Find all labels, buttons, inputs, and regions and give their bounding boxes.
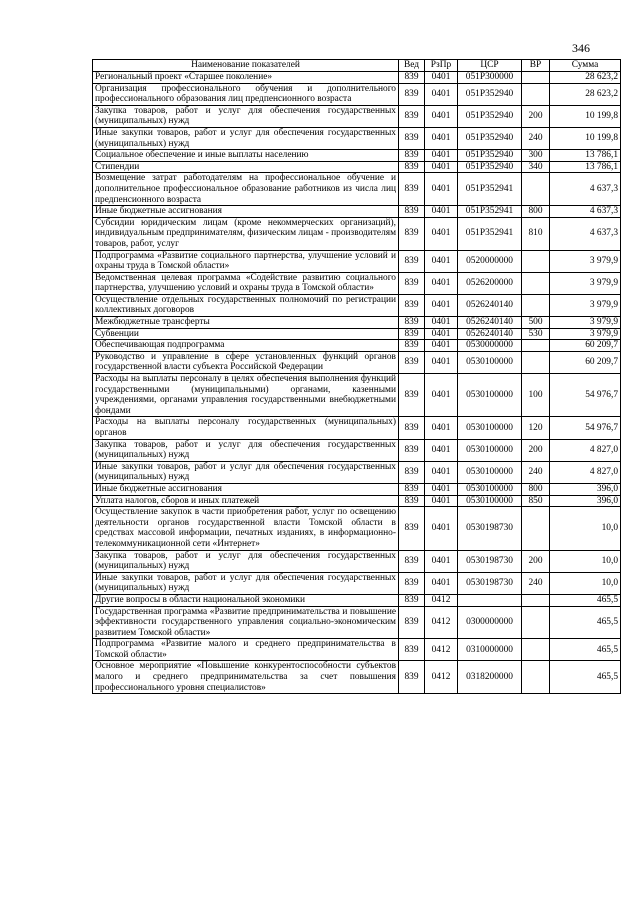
row-name: Организация профессионального обучения и дополнительного профессионального образования лиц предпенсионного возраста bbox=[93, 83, 399, 105]
row-name: Субвенции bbox=[93, 328, 399, 340]
row-sum: 10 199,8 bbox=[550, 127, 621, 149]
row-rzpr: 0412 bbox=[425, 594, 458, 606]
row-rzpr: 0401 bbox=[425, 495, 458, 507]
row-csr: 051P352940 bbox=[458, 83, 522, 105]
row-csr: 0530100000 bbox=[458, 374, 522, 417]
row-csr: 0526240140 bbox=[458, 328, 522, 340]
row-ved: 839 bbox=[399, 328, 425, 340]
row-ved: 839 bbox=[399, 340, 425, 352]
header-vr: ВР bbox=[522, 60, 550, 72]
row-vr: 240 bbox=[522, 127, 550, 149]
row-csr: 051P300000 bbox=[458, 72, 522, 84]
table-row bbox=[93, 550, 621, 572]
row-rzpr: 0401 bbox=[425, 461, 458, 483]
row-csr: 0526240140 bbox=[458, 294, 522, 316]
row-ved: 839 bbox=[399, 439, 425, 461]
row-csr: 0530100000 bbox=[458, 351, 522, 373]
row-vr: 340 bbox=[522, 161, 550, 173]
row-sum: 465,5 bbox=[550, 639, 621, 661]
row-csr: 0530198730 bbox=[458, 572, 522, 594]
row-csr: 051P352940 bbox=[458, 161, 522, 173]
row-csr: 051P352941 bbox=[458, 206, 522, 218]
row-name: Иные закупки товаров, работ и услуг для обеспечения государственных (муниципальных) нужд bbox=[93, 572, 399, 594]
row-name: Ведомственная целевая программа «Содействие развитию социального партнерства, улучшению условий и охраны труда в Томской области» bbox=[93, 272, 399, 294]
row-rzpr: 0401 bbox=[425, 272, 458, 294]
row-ved: 839 bbox=[399, 105, 425, 127]
row-rzpr: 0401 bbox=[425, 150, 458, 162]
row-sum: 54 976,7 bbox=[550, 374, 621, 417]
row-sum: 10,0 bbox=[550, 507, 621, 550]
row-name: Иные закупки товаров, работ и услуг для обеспечения государственных (муниципальных) нужд bbox=[93, 127, 399, 149]
row-csr: 0310000000 bbox=[458, 639, 522, 661]
row-vr: 800 bbox=[522, 483, 550, 495]
row-csr: 0530100000 bbox=[458, 439, 522, 461]
row-rzpr: 0401 bbox=[425, 483, 458, 495]
row-csr: 051P352940 bbox=[458, 150, 522, 162]
row-name: Закупка товаров, работ и услуг для обеспечения государственных (муниципальных) нужд bbox=[93, 105, 399, 127]
row-vr bbox=[522, 250, 550, 272]
row-rzpr: 0401 bbox=[425, 328, 458, 340]
row-sum: 396,0 bbox=[550, 483, 621, 495]
row-sum: 396,0 bbox=[550, 495, 621, 507]
row-vr bbox=[522, 294, 550, 316]
row-sum: 3 979,9 bbox=[550, 294, 621, 316]
row-ved: 839 bbox=[399, 217, 425, 250]
row-sum: 4 827,0 bbox=[550, 439, 621, 461]
row-sum: 28 623,2 bbox=[550, 72, 621, 84]
row-name: Руководство и управление в сфере установленных функций органов государственной власти субъекта Российской Федерации bbox=[93, 351, 399, 373]
row-sum: 3 979,9 bbox=[550, 328, 621, 340]
row-ved: 839 bbox=[399, 507, 425, 550]
row-sum: 10,0 bbox=[550, 550, 621, 572]
row-vr bbox=[522, 507, 550, 550]
table-row bbox=[93, 639, 621, 661]
row-rzpr: 0401 bbox=[425, 105, 458, 127]
row-rzpr: 0401 bbox=[425, 417, 458, 439]
row-ved: 839 bbox=[399, 606, 425, 639]
row-rzpr: 0401 bbox=[425, 250, 458, 272]
row-name: Возмещение затрат работодателям на профессиональное обучение и дополнительное профессиональное образование работников из числа лиц предпенсионного возраста bbox=[93, 173, 399, 206]
row-ved: 839 bbox=[399, 550, 425, 572]
row-csr: 051P352941 bbox=[458, 217, 522, 250]
row-rzpr: 0401 bbox=[425, 351, 458, 373]
row-csr: 051P352940 bbox=[458, 127, 522, 149]
row-ved: 839 bbox=[399, 317, 425, 329]
row-csr: 0300000000 bbox=[458, 606, 522, 639]
row-sum: 465,5 bbox=[550, 661, 621, 694]
row-name: Региональный проект «Старшее поколение» bbox=[93, 72, 399, 84]
table-row bbox=[93, 317, 621, 329]
row-ved: 839 bbox=[399, 417, 425, 439]
row-csr: 0530100000 bbox=[458, 495, 522, 507]
table-row bbox=[93, 250, 621, 272]
row-ved: 839 bbox=[399, 639, 425, 661]
row-ved: 839 bbox=[399, 294, 425, 316]
row-vr: 200 bbox=[522, 439, 550, 461]
table-row bbox=[93, 507, 621, 550]
row-name: Закупка товаров, работ и услуг для обеспечения государственных (муниципальных) нужд bbox=[93, 439, 399, 461]
row-name: Межбюджетные трансферты bbox=[93, 317, 399, 329]
row-csr: 051P352940 bbox=[458, 105, 522, 127]
row-name: Расходы на выплаты персоналу государственных (муниципальных) органов bbox=[93, 417, 399, 439]
row-rzpr: 0401 bbox=[425, 439, 458, 461]
row-rzpr: 0412 bbox=[425, 639, 458, 661]
row-csr: 0526240140 bbox=[458, 317, 522, 329]
row-sum: 3 979,9 bbox=[550, 250, 621, 272]
row-csr: 0526200000 bbox=[458, 272, 522, 294]
row-ved: 839 bbox=[399, 661, 425, 694]
row-ved: 839 bbox=[399, 495, 425, 507]
row-vr bbox=[522, 340, 550, 352]
table-row bbox=[93, 572, 621, 594]
row-vr bbox=[522, 351, 550, 373]
table-row bbox=[93, 173, 621, 206]
page-number: 346 bbox=[572, 41, 590, 55]
row-rzpr: 0401 bbox=[425, 317, 458, 329]
row-vr: 500 bbox=[522, 317, 550, 329]
row-name: Осуществление отдельных государственных полномочий по регистрации коллективных договоров bbox=[93, 294, 399, 316]
row-name: Стипендии bbox=[93, 161, 399, 173]
row-rzpr: 0401 bbox=[425, 83, 458, 105]
row-sum: 13 786,1 bbox=[550, 161, 621, 173]
row-name: Расходы на выплаты персоналу в целях обеспечения выполнения функций государственными (муниципальными) органами, казенными учреждениями, органами управления государственными внебюджетными фондами bbox=[93, 374, 399, 417]
row-rzpr: 0401 bbox=[425, 572, 458, 594]
table-header-row bbox=[93, 60, 621, 72]
table-row bbox=[93, 461, 621, 483]
row-name: Социальное обеспечение и иные выплаты населению bbox=[93, 150, 399, 162]
table-row bbox=[93, 161, 621, 173]
row-rzpr: 0401 bbox=[425, 340, 458, 352]
table-row bbox=[93, 606, 621, 639]
row-ved: 839 bbox=[399, 483, 425, 495]
row-vr: 800 bbox=[522, 206, 550, 218]
row-vr bbox=[522, 639, 550, 661]
row-vr: 530 bbox=[522, 328, 550, 340]
row-vr: 200 bbox=[522, 105, 550, 127]
row-name: Подпрограмма «Развитие малого и среднего предпринимательства в Томской области» bbox=[93, 639, 399, 661]
row-sum: 60 209,7 bbox=[550, 351, 621, 373]
budget-table bbox=[92, 59, 621, 694]
row-sum: 28 623,2 bbox=[550, 83, 621, 105]
row-ved: 839 bbox=[399, 572, 425, 594]
row-ved: 839 bbox=[399, 374, 425, 417]
row-ved: 839 bbox=[399, 351, 425, 373]
row-sum: 4 637,3 bbox=[550, 173, 621, 206]
row-rzpr: 0401 bbox=[425, 374, 458, 417]
row-rzpr: 0412 bbox=[425, 606, 458, 639]
row-rzpr: 0401 bbox=[425, 294, 458, 316]
table-row bbox=[93, 417, 621, 439]
table-row bbox=[93, 294, 621, 316]
row-name: Основное мероприятие «Повышение конкурентоспособности субъектов малого и среднего предпринимательства за счет повышения профессионального уровня специалистов» bbox=[93, 661, 399, 694]
row-name: Субсидии юридическим лицам (кроме некоммерческих организаций), индивидуальным предпринимателям, физическим лицам - производителям товаров, работ, услуг bbox=[93, 217, 399, 250]
row-sum: 3 979,9 bbox=[550, 317, 621, 329]
row-name: Подпрограмма «Развитие социального партнерства, улучшение условий и охраны труда в Томской области» bbox=[93, 250, 399, 272]
row-ved: 839 bbox=[399, 83, 425, 105]
row-name: Другие вопросы в области национальной экономики bbox=[93, 594, 399, 606]
table-row bbox=[93, 72, 621, 84]
row-ved: 839 bbox=[399, 206, 425, 218]
table-row bbox=[93, 495, 621, 507]
row-rzpr: 0401 bbox=[425, 161, 458, 173]
row-vr: 100 bbox=[522, 374, 550, 417]
header-name: Наименование показателей bbox=[93, 60, 399, 72]
table-row bbox=[93, 83, 621, 105]
row-name: Уплата налогов, сборов и иных платежей bbox=[93, 495, 399, 507]
row-vr bbox=[522, 173, 550, 206]
row-sum: 10 199,8 bbox=[550, 105, 621, 127]
row-name: Иные бюджетные ассигнования bbox=[93, 483, 399, 495]
row-csr: 0530198730 bbox=[458, 550, 522, 572]
row-rzpr: 0401 bbox=[425, 217, 458, 250]
table-row bbox=[93, 594, 621, 606]
row-vr: 200 bbox=[522, 550, 550, 572]
table-row bbox=[93, 340, 621, 352]
row-ved: 839 bbox=[399, 127, 425, 149]
row-sum: 3 979,9 bbox=[550, 272, 621, 294]
table-row bbox=[93, 374, 621, 417]
row-sum: 4 827,0 bbox=[550, 461, 621, 483]
table-row bbox=[93, 206, 621, 218]
table-row bbox=[93, 217, 621, 250]
row-ved: 839 bbox=[399, 594, 425, 606]
row-ved: 839 bbox=[399, 250, 425, 272]
row-vr bbox=[522, 594, 550, 606]
row-csr: 051P352941 bbox=[458, 173, 522, 206]
row-ved: 839 bbox=[399, 461, 425, 483]
row-csr: 0530100000 bbox=[458, 417, 522, 439]
row-csr: 0318200000 bbox=[458, 661, 522, 694]
header-sum: Сумма bbox=[550, 60, 621, 72]
row-ved: 839 bbox=[399, 72, 425, 84]
row-name: Обеспечивающая подпрограмма bbox=[93, 340, 399, 352]
row-name: Иные закупки товаров, работ и услуг для обеспечения государственных (муниципальных) нужд bbox=[93, 461, 399, 483]
table-row bbox=[93, 483, 621, 495]
row-csr: 0530000000 bbox=[458, 340, 522, 352]
row-ved: 839 bbox=[399, 272, 425, 294]
row-rzpr: 0401 bbox=[425, 550, 458, 572]
row-csr bbox=[458, 594, 522, 606]
header-rzpr: РзПр bbox=[425, 60, 458, 72]
row-vr bbox=[522, 72, 550, 84]
table-row bbox=[93, 439, 621, 461]
row-name: Закупка товаров, работ и услуг для обеспечения государственных (муниципальных) нужд bbox=[93, 550, 399, 572]
row-sum: 54 976,7 bbox=[550, 417, 621, 439]
table-row bbox=[93, 150, 621, 162]
row-name: Осуществление закупок в части приобретения работ, услуг по освещению деятельности органов государственной власти Томской области в средствах массовой информации, печатных изданиях, в информационно-телекоммуникационной сети «Интернет» bbox=[93, 507, 399, 550]
table-row bbox=[93, 351, 621, 373]
row-vr: 120 bbox=[522, 417, 550, 439]
row-name: Иные бюджетные ассигнования bbox=[93, 206, 399, 218]
row-csr: 0530100000 bbox=[458, 483, 522, 495]
row-csr: 0530198730 bbox=[458, 507, 522, 550]
row-vr bbox=[522, 83, 550, 105]
table-row bbox=[93, 328, 621, 340]
row-vr bbox=[522, 272, 550, 294]
row-vr: 810 bbox=[522, 217, 550, 250]
table-row bbox=[93, 272, 621, 294]
row-vr: 850 bbox=[522, 495, 550, 507]
row-rzpr: 0412 bbox=[425, 661, 458, 694]
row-csr: 0520000000 bbox=[458, 250, 522, 272]
table-row bbox=[93, 127, 621, 149]
row-vr bbox=[522, 661, 550, 694]
row-name: Государственная программа «Развитие предпринимательства и повышение эффективности государственного управления социально-экономическим развитием Томской области» bbox=[93, 606, 399, 639]
row-sum: 465,5 bbox=[550, 606, 621, 639]
header-csr: ЦСР bbox=[458, 60, 522, 72]
table-body bbox=[93, 72, 621, 694]
row-csr: 0530100000 bbox=[458, 461, 522, 483]
header-ved: Вед bbox=[399, 60, 425, 72]
row-vr: 240 bbox=[522, 572, 550, 594]
row-vr: 240 bbox=[522, 461, 550, 483]
row-rzpr: 0401 bbox=[425, 173, 458, 206]
row-vr bbox=[522, 606, 550, 639]
row-sum: 10,0 bbox=[550, 572, 621, 594]
row-rzpr: 0401 bbox=[425, 206, 458, 218]
row-sum: 465,5 bbox=[550, 594, 621, 606]
row-rzpr: 0401 bbox=[425, 72, 458, 84]
row-ved: 839 bbox=[399, 161, 425, 173]
row-vr: 300 bbox=[522, 150, 550, 162]
row-sum: 4 637,3 bbox=[550, 206, 621, 218]
row-sum: 4 637,3 bbox=[550, 217, 621, 250]
row-ved: 839 bbox=[399, 150, 425, 162]
table-row bbox=[93, 105, 621, 127]
row-rzpr: 0401 bbox=[425, 507, 458, 550]
row-sum: 60 209,7 bbox=[550, 340, 621, 352]
row-ved: 839 bbox=[399, 173, 425, 206]
table-row bbox=[93, 661, 621, 694]
row-rzpr: 0401 bbox=[425, 127, 458, 149]
row-sum: 13 786,1 bbox=[550, 150, 621, 162]
